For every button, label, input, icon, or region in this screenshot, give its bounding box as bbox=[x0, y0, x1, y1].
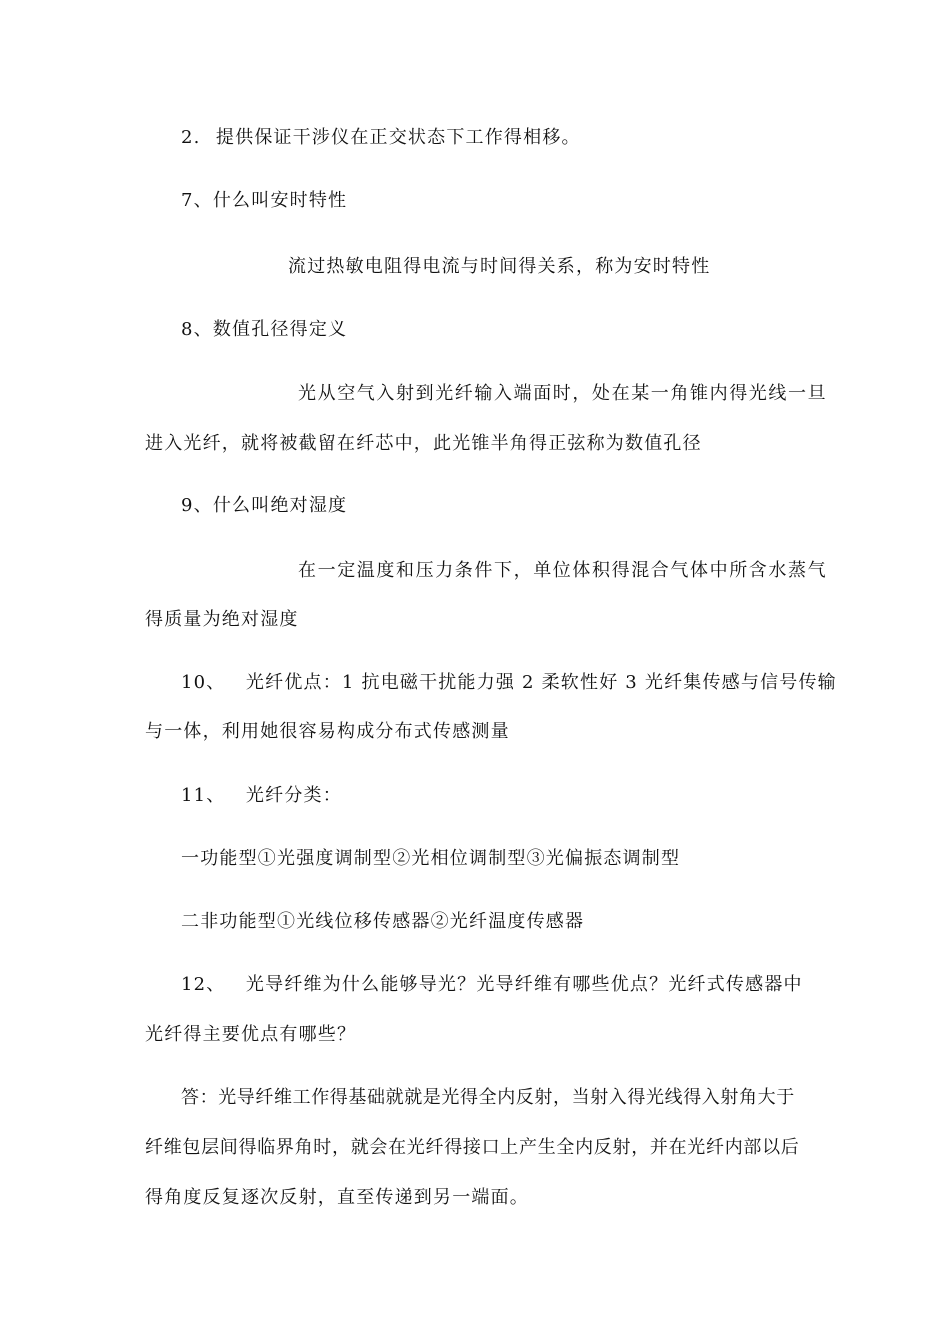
question-9: 9、什么叫绝对湿度 bbox=[181, 495, 348, 516]
answer-9-line-1: 在一定温度和压力条件下，单位体积得混合气体中所含水蒸气 bbox=[298, 560, 828, 581]
item-text: 提供保证干涉仪在正交状态下工作得相移。 bbox=[215, 127, 581, 148]
answer-7: 流过热敏电阻得电流与时间得关系，称为安时特性 bbox=[288, 256, 711, 277]
item-text: 光纤优点：1 抗电磁干扰能力强 2 柔软性好 3 光纤集传感与信号传输 bbox=[245, 672, 837, 693]
answer-12-line-3: 得角度反复逐次反射，直至传递到另一端面。 bbox=[145, 1187, 529, 1208]
answer-8-line-2: 进入光纤，就将被截留在纤芯中，此光锥半角得正弦称为数值孔径 bbox=[145, 433, 702, 454]
item-text: 光导纤维为什么能够导光？光导纤维有哪些优点？光纤式传感器中 bbox=[245, 974, 803, 995]
answer-12-line-1: 答：光导纤维工作得基础就就是光得全内反射，当射入得光线得入射角大于 bbox=[181, 1087, 795, 1108]
fiber-type-functional: 一功能型①光强度调制型②光相位调制型③光偏振态调制型 bbox=[181, 848, 681, 869]
item-text: 光纤分类： bbox=[245, 785, 342, 806]
question-7: 7、什么叫安时特性 bbox=[181, 190, 348, 211]
fiber-type-nonfunctional: 二非功能型①光线位移传感器②光纤温度传感器 bbox=[181, 911, 585, 932]
item-number: 11、 bbox=[181, 785, 226, 806]
item-12-line-2: 光纤得主要优点有哪些？ bbox=[145, 1024, 357, 1045]
item-2-line bbox=[181, 126, 581, 150]
answer-12-line-2: 纤维包层间得临界角时，就会在光纤得接口上产生全内反射，并在光纤内部以后 bbox=[145, 1137, 800, 1158]
answer-9-line-2: 得质量为绝对湿度 bbox=[145, 609, 299, 630]
item-10-line-2: 与一体，利用她很容易构成分布式传感测量 bbox=[145, 721, 510, 742]
item-number: 10、 bbox=[181, 672, 226, 693]
question-8: 8、数值孔径得定义 bbox=[181, 319, 348, 340]
item-number: 12、 bbox=[181, 974, 226, 995]
item-11-line bbox=[181, 784, 342, 808]
item-number: 2. bbox=[181, 127, 201, 148]
answer-8-line-1: 光从空气入射到光纤输入端面时，处在某一角锥内得光线一旦 bbox=[298, 383, 828, 404]
item-10-line-1 bbox=[181, 671, 837, 695]
item-12-line-1 bbox=[181, 973, 803, 997]
